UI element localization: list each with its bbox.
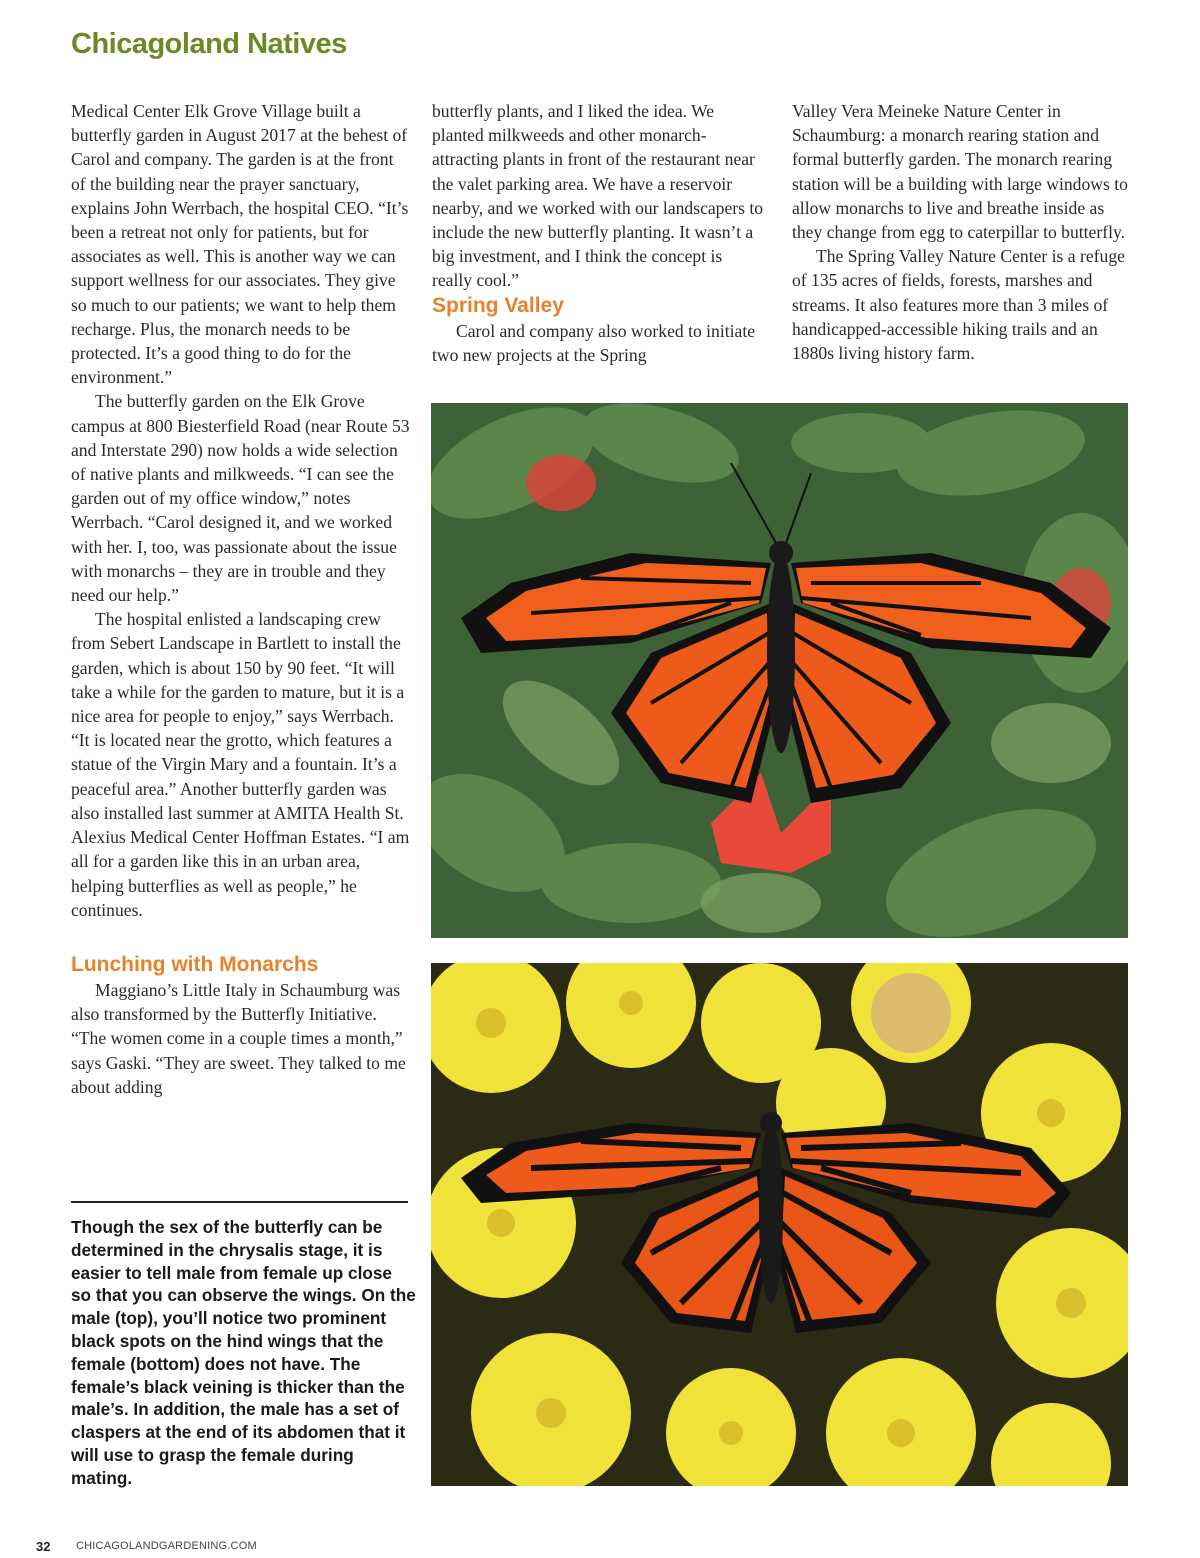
photo-male-monarch: [431, 403, 1128, 938]
paragraph: The Spring Valley Nature Center is a refuge of 135 acres of fields, forests, marshes and streams. It also features more than 3 miles of handicapped-accessible hiking trails and an 1880s living history farm.: [792, 246, 1125, 364]
text-column-1: [71, 99, 411, 1099]
site-url: CHICAGOLANDGARDENING.COM: [76, 1540, 257, 1552]
text-column-2: [432, 99, 764, 367]
paragraph: butterfly plants, and I liked the idea. We planted milkweeds and other monarch-attracting plants in front of the restaurant near the valet parking area. We have a reservoir nearby, and we worked with our landscapers to include the new butterfly planting. It wasn’t a big investment, and I think the concept is really cool.”: [432, 101, 764, 291]
paragraph: Carol and company also worked to initiate two new projects at the Spring: [432, 320, 756, 365]
photo-caption: Though the sex of the butterfly can be determined in the chrysalis stage, it is easier to tell male from female up close so that you can observe the wings. On the male (top), you’ll notice two prominent black spots on the hind wings that the female (bottom) does not have. The female’s black veining is thicker than the male’s. In addition, the male has a set of claspers at the end of its abdomen that it will use to grasp the female during mating.: [71, 1217, 416, 1488]
caption-rule: [71, 1201, 408, 1203]
subhead-lunching-with-monarchs: Lunching with Monarchs: [71, 952, 319, 976]
paragraph: The hospital enlisted a landscaping crew from Sebert Landscape in Bartlett to install the garden, which is about 150 by 90 feet. “It will take a while for the garden to mature, but it is a nice area for people to enjoy,” says Werrbach. “It is located near the grotto, which features a statue of the Virgin Mary and a fountain. It’s a peaceful area.” Another butterfly garden was also installed last summer at AMITA Health St. Alexius Medical Center Hoffman Estates. “I am all for a garden like this in an urban area, helping butterflies as well as people,” he continues.: [71, 609, 410, 920]
section-title: Chicagoland Natives: [71, 28, 347, 60]
photo-female-monarch: [431, 963, 1128, 1486]
paragraph: Maggiano’s Little Italy in Schaumburg was also transformed by the Butterfly Initiative. “The women come in a couple times a month,” says Gaski. “They are sweet. They talked to me about adding: [71, 979, 406, 1097]
subhead-spring-valley: Spring Valley: [432, 293, 564, 317]
text-column-3: [792, 99, 1128, 365]
page-number: 32: [36, 1539, 51, 1554]
paragraph: The butterfly garden on the Elk Grove campus at 800 Biesterfield Road (near Route 53 and Interstate 290) now holds a wide selection of native plants and milkweeds. “I can see the garden out of my office window,” notes Werrbach. “Carol designed it, and we worked with her. I, too, was passionate about the issue with monarchs – they are in trouble and they need our help.”: [71, 391, 410, 606]
paragraph: Valley Vera Meineke Nature Center in Schaumburg: a monarch rearing station and formal butterfly garden. The monarch rearing station will be a building with large windows to allow monarchs to live and breathe inside as they change from egg to caterpillar to butterfly.: [792, 101, 1128, 243]
paragraph: Medical Center Elk Grove Village built a butterfly garden in August 2017 at the behest of Carol and company. The garden is at the front of the building near the prayer sanctuary, explains John Werrbach, the hospital CEO. “It’s been a retreat not only for patients, but for associates as well. This is another way we can support wellness for our associates. They give so much to our patients; we want to help them recharge. Plus, the monarch needs to be protected. It’s a good thing to do for the environment.”: [71, 101, 409, 388]
